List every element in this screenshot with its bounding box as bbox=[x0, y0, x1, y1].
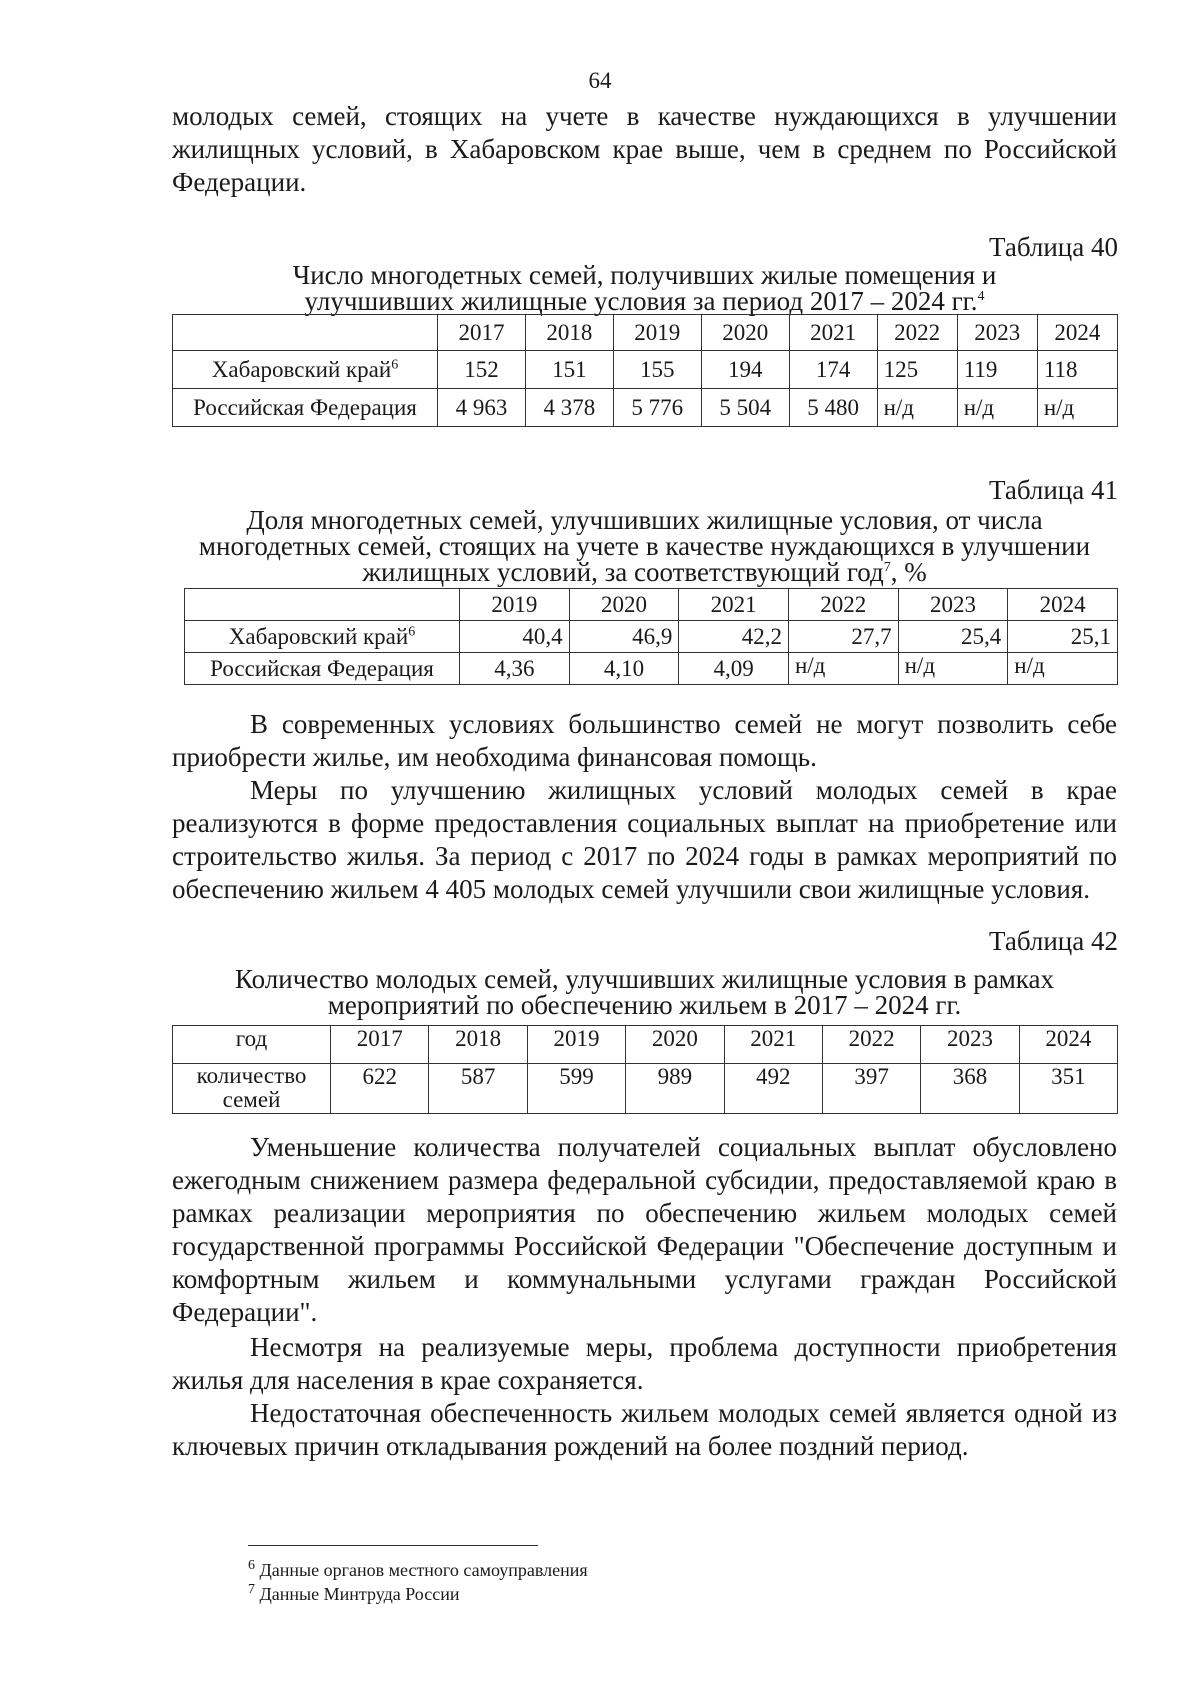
table41-year: 2021 bbox=[679, 589, 789, 621]
table42-row-label: количество семей bbox=[173, 1064, 331, 1114]
table40-year: 2019 bbox=[613, 315, 701, 351]
footnote-6: $^6$ Данные органов местного самоуправления bbox=[248, 1558, 588, 1580]
table41-title-line3: жилищных условий, за соответствующий год$^7$, % bbox=[362, 557, 927, 587]
table42-cell: 368 bbox=[921, 1064, 1019, 1114]
table40-title-line1: Число многодетных семей, получивших жилые помещения и bbox=[292, 260, 997, 290]
table42-title bbox=[172, 966, 1117, 1018]
table41-cell: 4,10 bbox=[569, 653, 679, 685]
table40-cell: н/д bbox=[877, 389, 957, 427]
table42-cell: 397 bbox=[822, 1064, 920, 1114]
table42 bbox=[172, 1025, 1118, 1114]
table42-year: 2018 bbox=[429, 1026, 527, 1064]
table41-title-line2: многодетных семей, стоящих на учете в качестве нуждающихся в улучшении bbox=[198, 531, 1091, 561]
table42-title-line1: Количество молодых семей, улучшивших жилищные условия в рамках bbox=[234, 964, 1054, 994]
table40-cell: 118 bbox=[1037, 351, 1117, 389]
table42-year: 2020 bbox=[626, 1026, 724, 1064]
table40-cell: 5 776 bbox=[613, 389, 701, 427]
table41-cell: н/д bbox=[898, 653, 1008, 685]
table41-cell: 25,4 bbox=[898, 621, 1008, 653]
table40-cell: 4 963 bbox=[438, 389, 526, 427]
table40-footnote-ref: 4 bbox=[977, 289, 985, 304]
table40-year: 2020 bbox=[701, 315, 789, 351]
table42-cell: 622 bbox=[331, 1064, 429, 1114]
table41-cell: 4,09 bbox=[679, 653, 789, 685]
intro-paragraph: молодых семей, стоящих на учете в качестве нуждающихся в улучшении жилищных условий, в Хабаровском крае выше, чем в среднем по Российской Федерации. bbox=[172, 101, 1117, 197]
table41-cell: 25,1 bbox=[1008, 621, 1118, 653]
table40-caption: Таблица 40 bbox=[989, 232, 1118, 262]
table41-year: 2023 bbox=[898, 589, 1008, 621]
table42-year: 2023 bbox=[921, 1026, 1019, 1064]
table42-year: 2022 bbox=[822, 1026, 920, 1064]
table41-row-khabarovsk bbox=[185, 621, 1118, 653]
table41-header-row bbox=[185, 589, 1118, 621]
table42-cell: 599 bbox=[527, 1064, 625, 1114]
paragraph-financial-help: В современных условиях большинство семей не могут позволить себе приобрести жилье, им необходима финансовая помощь. bbox=[172, 709, 1117, 772]
page-number: 64 bbox=[588, 68, 612, 93]
table42-year: 2017 bbox=[331, 1026, 429, 1064]
table41-footnote-ref: 7 bbox=[883, 560, 891, 575]
table40-cell: 125 bbox=[877, 351, 957, 389]
table41-caption: Таблица 41 bbox=[989, 475, 1118, 505]
table41-cell: 42,2 bbox=[679, 621, 789, 653]
table40-year: 2024 bbox=[1037, 315, 1117, 351]
table41-cell: н/д bbox=[788, 653, 898, 685]
table41-cell: 46,9 bbox=[569, 621, 679, 653]
paragraph-subsidy-reduction: Уменьшение количества получателей социальных выплат обусловлено ежегодным снижением размера федеральной субсидии, предоставляемой краю в рамках реализации мероприятия по обеспечению жильем молодых семей государственной программы Российской Федерации "Обеспечение доступным и комфортным жильем и коммунальными услугами граждан Российской Федерации". bbox=[172, 1132, 1117, 1327]
table42-cell: 351 bbox=[1019, 1064, 1117, 1114]
table41-corner-cell bbox=[185, 589, 460, 621]
table41-title-line1: Доля многодетных семей, улучшивших жилищные условия, от числа bbox=[246, 505, 1043, 535]
table41-cell: 40,4 bbox=[460, 621, 570, 653]
paragraph-conclusion: Недостаточная обеспеченность жильем молодых семей является одной из ключевых причин откладывания рождений на более поздний период. bbox=[172, 1398, 1117, 1461]
table42-caption: Таблица 42 bbox=[989, 926, 1118, 956]
table41-cell: 4,36 bbox=[460, 653, 570, 685]
table41-year: 2020 bbox=[569, 589, 679, 621]
table40-cell: 5 480 bbox=[789, 389, 877, 427]
table42-row-count bbox=[173, 1064, 1118, 1114]
table40-cell: 151 bbox=[525, 351, 613, 389]
table42-year: 2024 bbox=[1019, 1026, 1117, 1064]
table40-cell: 194 bbox=[701, 351, 789, 389]
table41-year: 2024 bbox=[1008, 589, 1118, 621]
table41-cell: 27,7 bbox=[788, 621, 898, 653]
table42-cell: 492 bbox=[724, 1064, 822, 1114]
table40 bbox=[172, 314, 1118, 427]
paragraph-availability-problem: Несмотря на реализуемые меры, проблема доступности приобретения жилья для населения в крае сохраняется. bbox=[172, 1332, 1117, 1395]
table40-cell: 152 bbox=[438, 351, 526, 389]
table42-cell: 989 bbox=[626, 1064, 724, 1114]
table40-cell: 5 504 bbox=[701, 389, 789, 427]
table42-title-line2: мероприятий по обеспечению жильем в 2017 – 2024 гг. bbox=[327, 990, 962, 1020]
table41-row-label: Хабаровский край$^6$ bbox=[185, 621, 460, 653]
table42-cell: 587 bbox=[429, 1064, 527, 1114]
table41-year: 2022 bbox=[788, 589, 898, 621]
table41-year: 2019 bbox=[460, 589, 570, 621]
table40-cell: н/д bbox=[957, 389, 1037, 427]
table40-title bbox=[172, 262, 1117, 314]
table40-title-line2: улучшивших жилищные условия за период 2017 – 2024 гг.$^4$ bbox=[304, 286, 985, 316]
table41-row-label: Российская Федерация bbox=[185, 653, 460, 685]
table41-cell: н/д bbox=[1008, 653, 1118, 685]
table42-header-row bbox=[173, 1026, 1118, 1064]
table40-year: 2017 bbox=[438, 315, 526, 351]
table41-title bbox=[172, 507, 1117, 585]
table40-year: 2021 bbox=[789, 315, 877, 351]
table40-cell: 174 bbox=[789, 351, 877, 389]
table40-cell: н/д bbox=[1037, 389, 1117, 427]
table40-row-russia bbox=[173, 389, 1118, 427]
table40-cell: 4 378 bbox=[525, 389, 613, 427]
footnote-separator bbox=[248, 1545, 538, 1546]
table42-header-label: год bbox=[173, 1026, 331, 1064]
table42-year: 2019 bbox=[527, 1026, 625, 1064]
table40-cell: 155 bbox=[613, 351, 701, 389]
table42-year: 2021 bbox=[724, 1026, 822, 1064]
table40-corner-cell bbox=[173, 315, 438, 351]
table40-year: 2023 bbox=[957, 315, 1037, 351]
table40-year: 2018 bbox=[525, 315, 613, 351]
table40-row-khabarovsk bbox=[173, 351, 1118, 389]
table40-row-label: Российская Федерация bbox=[173, 389, 438, 427]
table40-row-label: Хабаровский край$^6$ bbox=[173, 351, 438, 389]
table40-year: 2022 bbox=[877, 315, 957, 351]
paragraph-measures: Меры по улучшению жилищных условий молодых семей в крае реализуются в форме предоставления социальных выплат на приобретение или строительство жилья. За период с 2017 по 2024 годы в рамках мероприятий по обеспечению жильем 4 405 молодых семей улучшили свои жилищные условия. bbox=[172, 775, 1117, 904]
table40-cell: 119 bbox=[957, 351, 1037, 389]
footnote-7: $^7$ Данные Минтруда России bbox=[248, 1582, 460, 1604]
table40-header-row bbox=[173, 315, 1118, 351]
table41 bbox=[184, 588, 1118, 685]
table41-row-russia bbox=[185, 653, 1118, 685]
